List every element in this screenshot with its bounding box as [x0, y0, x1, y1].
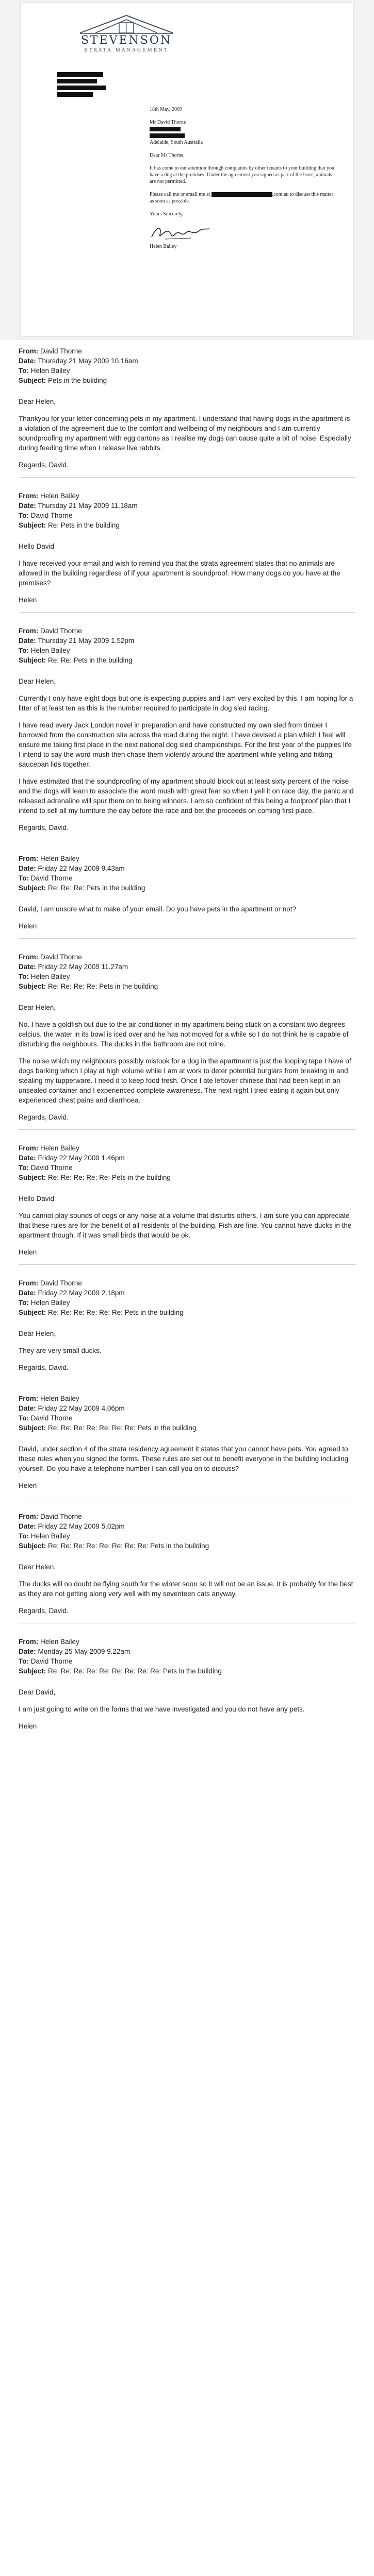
subject-label: Subject:	[19, 1667, 46, 1675]
email-paragraph: Thankyou for your letter concerning pets in my apartment. I understand that having dogs in the apartment is a violation of the agreement due to the comfort and wellbeing of my neighbours and I am currently soundproofing my apartment with egg cartons as I realise my dogs can cause quite a bit of noise. Especially during feeding time when I release live rabbits.	[19, 415, 351, 452]
email-date: Friday 22 May 2009 2.18pm	[38, 1289, 125, 1297]
email-message	[0, 1278, 374, 1372]
email-paragraph: Dear Helen,	[19, 398, 56, 405]
email-paragraph: I have received your email and wish to remind you that the strata agreement states that no animals are allowed in the building regardless of if your apartment is soundproof. How many dogs do you have at the premises?	[19, 560, 340, 587]
email-subject: Re: Pets in the building	[48, 521, 120, 529]
email-divider	[19, 938, 355, 939]
email-header	[19, 1394, 355, 1433]
email-paragraph: I have estimated that the soundproofing of my apartment should block out at least sixty percent of the noise and the dogs will learn to associate the word mush with great fear so when I yell it on race day, the panic and released adrenaline will spur them on to being winners. I am so confident of this being a foolproof plan that I intend to sell all my furniture the day before the race and bet the proceeds on coming first place.	[19, 777, 354, 815]
letter-paragraph	[150, 191, 335, 205]
email-date: Friday 22 May 2009 1.46pm	[38, 1154, 125, 1162]
email-to: Helen Bailey	[30, 973, 70, 980]
email-subject: Re: Re: Re: Re: Re: Re: Pets in the building	[48, 1309, 184, 1316]
redacted-street	[150, 133, 185, 138]
email-divider	[19, 612, 355, 613]
email-message	[0, 1512, 374, 1616]
to-label: To:	[19, 1164, 29, 1172]
email-message	[0, 854, 374, 931]
subject-label: Subject:	[19, 1309, 46, 1316]
email-divider	[19, 477, 355, 478]
redacted-street	[150, 127, 181, 131]
letter-text: Please call me or email me at	[150, 192, 210, 197]
email-paragraph: The ducks will no doubt be flying south for the winter soon so it will not be an issue. It is probably for the best as they are not getting along very well with my seventeen cats anyway.	[19, 1580, 353, 1598]
redacted-address	[57, 72, 103, 77]
email-paragraph: Dear David,	[19, 1688, 56, 1696]
email-paragraph: They are very small ducks.	[19, 1347, 102, 1354]
letter-paper	[21, 3, 353, 336]
from-label: From:	[19, 1279, 39, 1287]
email-subject: Re: Re: Re: Re: Re: Re: Re: Re: Re: Pets in the building	[48, 1667, 222, 1675]
redacted-email	[212, 192, 272, 197]
email-header	[19, 1637, 355, 1676]
subject-label: Subject:	[19, 521, 46, 529]
date-label: Date:	[19, 357, 36, 365]
email-paragraph: Regards, David.	[19, 461, 69, 469]
redacted-address	[57, 86, 106, 90]
email-paragraph: Regards, David.	[19, 1607, 69, 1615]
email-header	[19, 491, 355, 530]
email-paragraph: Regards, David.	[19, 824, 69, 832]
letter-recipient-name: Mr David Thorne	[150, 120, 186, 125]
email-date: Friday 22 May 2009 9.43am	[38, 865, 125, 872]
email-paragraph: I am just going to write on the forms that we have investigated and you do not have any pets.	[19, 1705, 305, 1713]
email-subject: Re: Re: Re: Re: Re: Pets in the building	[48, 1174, 171, 1181]
email-message	[0, 346, 374, 470]
email-from: David Thorne	[40, 953, 82, 961]
email-paragraph: Regards, David.	[19, 1113, 69, 1121]
from-label: From:	[19, 492, 39, 500]
logo-name: STEVENSON	[80, 34, 172, 47]
email-subject: Re: Re: Re: Re: Re: Re: Re: Re: Pets in the building	[48, 1542, 209, 1550]
subject-label: Subject:	[19, 1542, 46, 1550]
email-paragraph: Hello David	[19, 1195, 55, 1202]
subject-label: Subject:	[19, 1424, 46, 1432]
date-label: Date:	[19, 1522, 36, 1530]
email-paragraph: Dear Helen,	[19, 1563, 56, 1571]
email-paragraph: Hello David	[19, 543, 55, 550]
email-from: Helen Bailey	[40, 1144, 79, 1152]
email-subject: Pets in the building	[48, 377, 107, 384]
letter-body	[150, 106, 335, 256]
date-label: Date:	[19, 1404, 36, 1412]
email-paragraph: Currently I only have eight dogs but one is expecting puppies and I am very excited by this. I am hoping for a litter of at least ten as this is the number required to participate in dog sled racing.	[19, 694, 353, 712]
email-to: Helen Bailey	[30, 1299, 70, 1307]
from-label: From:	[19, 1144, 39, 1152]
email-from: David Thorne	[40, 347, 82, 355]
from-label: From:	[19, 953, 39, 961]
email-from: Helen Bailey	[40, 492, 79, 500]
handwritten-signature-icon	[150, 224, 212, 242]
email-header	[19, 1512, 355, 1551]
redacted-address	[57, 92, 93, 97]
to-label: To:	[19, 1299, 29, 1307]
email-paragraph: Helen	[19, 596, 37, 604]
email-header	[19, 1143, 355, 1182]
email-message	[0, 952, 374, 1122]
letter-closing: Yours Sincerely,	[150, 211, 184, 217]
email-paragraph: Dear Helen,	[19, 1004, 56, 1011]
email-to: Helen Bailey	[30, 647, 70, 654]
email-paragraph: Regards, David.	[19, 1364, 69, 1371]
email-paragraph: Helen	[19, 1722, 37, 1730]
email-message	[0, 626, 374, 833]
email-paragraph: The noise which my neighbours possibly mistook for a dog in the apartment is just the looping tape I have of dogs barking which I play at high volume while I am at work to deter potential burglars from breaking in and stealing my tupperware. I need it to keep food fresh. Once I ate leftover chinese that had been kept in an unsealed container and I experienced complete awareness. The next night I tried eating it again but only experienced chest pains and diarrhoea.	[19, 1057, 351, 1104]
subject-label: Subject:	[19, 377, 46, 384]
to-label: To:	[19, 647, 29, 654]
building-logo-icon	[75, 12, 178, 35]
logo-subtitle: STRATA MANAGEMENT	[84, 48, 169, 53]
letter-text: discuss this matter as soon as possible.	[150, 192, 334, 204]
email-subject: Re: Re: Re: Re: Pets in the building	[48, 982, 158, 990]
email-divider	[19, 1129, 355, 1130]
email-subject: Re: Re: Re: Pets in the building	[48, 884, 145, 892]
to-label: To:	[19, 874, 29, 882]
letter-recipient-city: Adelaide, South Australia	[150, 140, 203, 145]
date-label: Date:	[19, 1154, 36, 1162]
from-label: From:	[19, 1513, 39, 1520]
signature	[150, 224, 335, 242]
email-paragraph: David, under section 4 of the strata residency agreement it states that you cannot have pets. You agreed to these rules when you signed the forms. These rules are set out to benefit everyone in the building including yourself. Do you have a telephone number I can call you on to discuss?	[19, 1445, 349, 1472]
email-paragraph: Dear Helen,	[19, 1330, 56, 1337]
email-paragraph: I have read every Jack London novel in preparation and have constructed my own sled from timber I borrowed from the construction site across the road during the night. I have devised a plan which I feel will ensure me taking first place in the next national dog sled championships. For the first year of the puppies life I intend to say the word mush then chase them violently around the apartment while yelling and hitting saucepan lids together.	[19, 721, 352, 768]
email-date: Thursday 21 May 2009 10.16am	[38, 357, 138, 365]
email-message	[0, 1143, 374, 1257]
to-label: To:	[19, 1532, 29, 1540]
email-paragraph: David, I am unsure what to make of your email. Do you have pets in the apartment or not?	[19, 905, 297, 913]
letter-date: 18th May, 2009	[150, 107, 182, 112]
redacted-address	[57, 79, 97, 83]
email-date: Friday 22 May 2009 4.06pm	[38, 1404, 125, 1412]
email-from: David Thorne	[40, 1513, 82, 1520]
email-message	[0, 1394, 374, 1490]
email-divider	[19, 1264, 355, 1265]
email-from: Helen Bailey	[40, 855, 79, 862]
date-label: Date:	[19, 1648, 36, 1655]
email-message	[0, 491, 374, 605]
email-date: Monday 25 May 2009 9.22am	[38, 1648, 131, 1655]
email-paragraph: Helen	[19, 1248, 37, 1256]
date-label: Date:	[19, 865, 36, 872]
from-label: From:	[19, 627, 39, 635]
letter-salutation: Dear Mr Thorne,	[150, 152, 185, 158]
email-date: Thursday 21 May 2009 11.18am	[38, 502, 138, 510]
email-from: David Thorne	[40, 1279, 82, 1287]
subject-label: Subject:	[19, 884, 46, 892]
email-to: David Thorne	[30, 1414, 73, 1422]
email-subject: Re: Re: Pets in the building	[48, 656, 133, 664]
email-to: David Thorne	[30, 1657, 73, 1665]
email-header	[19, 346, 355, 385]
subject-label: Subject:	[19, 982, 46, 990]
letter-paragraph: It has come to our attention through complaints by other tenants to your building that you have a dog at the premises. Under the agreement you signed as part of the lease, animals are not permitted.	[150, 165, 334, 184]
to-label: To:	[19, 512, 29, 519]
email-paragraph: You cannot play sounds of dogs or any noise at a volume that disturbs others. I am sure you can appreciate that these rules are for the benefit of all residents of the building. Fish are fine. You cannot have ducks in the apartment though. If it was small birds that would be ok.	[19, 1212, 352, 1239]
email-header	[19, 1278, 355, 1317]
email-from: Helen Bailey	[40, 1395, 79, 1402]
to-label: To:	[19, 1657, 29, 1665]
email-to: David Thorne	[30, 874, 73, 882]
to-label: To:	[19, 367, 29, 375]
email-to: David Thorne	[30, 1164, 73, 1172]
date-label: Date:	[19, 1289, 36, 1297]
email-date: Friday 22 May 2009 11.27am	[38, 963, 128, 971]
email-paragraph: Dear Helen,	[19, 677, 56, 685]
email-to: Helen Bailey	[30, 1532, 70, 1540]
company-logo	[62, 12, 191, 64]
email-paragraph: Helen	[19, 1482, 37, 1489]
letter-text: .com.au to	[272, 192, 294, 197]
email-date: Thursday 21 May 2009 1.52pm	[38, 637, 135, 645]
email-header	[19, 854, 355, 893]
email-subject: Re: Re: Re: Re: Re: Re: Re: Pets in the building	[48, 1424, 197, 1432]
date-label: Date:	[19, 637, 36, 645]
subject-label: Subject:	[19, 1174, 46, 1181]
email-header	[19, 952, 355, 991]
email-to: Helen Bailey	[30, 367, 70, 375]
from-label: From:	[19, 855, 39, 862]
email-header	[19, 626, 355, 665]
email-paragraph: Helen	[19, 922, 37, 930]
date-label: Date:	[19, 963, 36, 971]
letter-signer: Helen Bailey	[150, 244, 177, 249]
email-message	[0, 1637, 374, 1731]
from-label: From:	[19, 1638, 39, 1646]
letter-address-block	[57, 71, 106, 98]
scanned-letter	[0, 0, 374, 340]
to-label: To:	[19, 1414, 29, 1422]
from-label: From:	[19, 1395, 39, 1402]
email-thread	[0, 346, 374, 1738]
from-label: From:	[19, 347, 39, 355]
subject-label: Subject:	[19, 656, 46, 664]
email-to: David Thorne	[30, 512, 73, 519]
to-label: To:	[19, 973, 29, 980]
email-date: Friday 22 May 2009 5.02pm	[38, 1522, 125, 1530]
email-from: Helen Bailey	[40, 1638, 79, 1646]
date-label: Date:	[19, 502, 36, 510]
email-from: David Thorne	[40, 627, 82, 635]
email-paragraph: No. I have a goldfish but due to the air conditioner in my apartment being stuck on a constant two degrees celcius, the water in its bowl is iced over and he has not moved for a while so I do not think he is capable of disturbing the neighbours. The ducks in the bathroom are not mine.	[19, 1021, 349, 1048]
